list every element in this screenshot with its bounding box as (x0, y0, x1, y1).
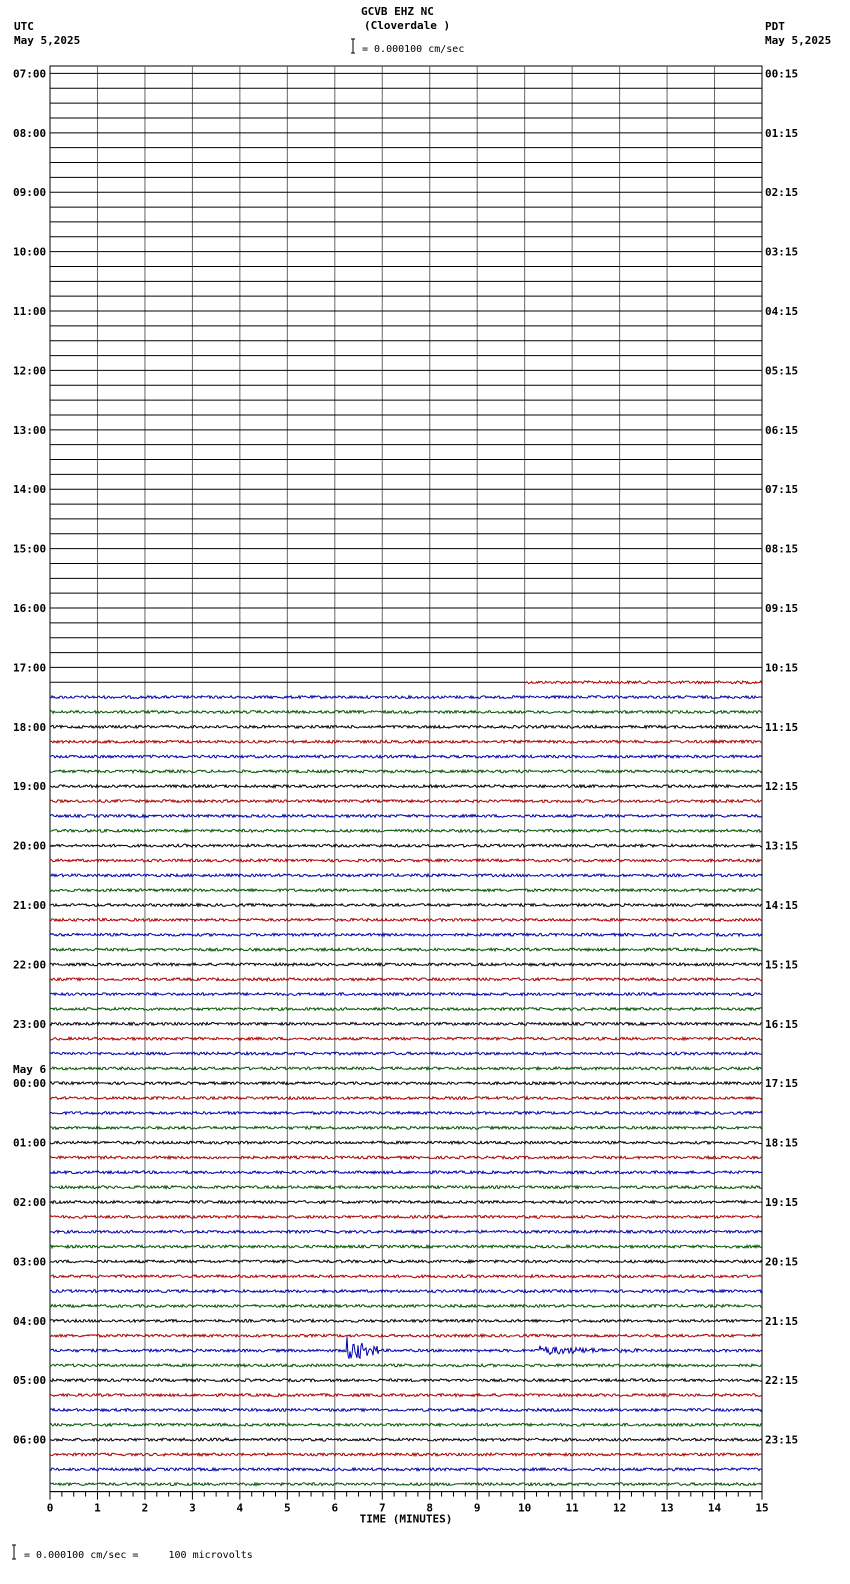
seismic-trace (50, 1037, 762, 1040)
utc-hour-label: 04:00 (13, 1314, 47, 1328)
utc-hour-label: 22:00 (13, 958, 47, 972)
pdt-hour-label: 16:15 (765, 1017, 799, 1031)
scale-text: = 0.000100 cm/sec (362, 44, 465, 55)
pdt-hour-label: 11:15 (765, 720, 799, 734)
seismic-trace (50, 963, 762, 966)
seismic-trace (50, 1171, 762, 1174)
seismic-trace (50, 993, 762, 996)
seismic-trace (50, 711, 762, 714)
pdt-hour-label: 06:15 (765, 423, 799, 437)
seismic-trace (50, 829, 762, 832)
pdt-hour-label: 00:15 (765, 67, 799, 81)
x-tick-label: 0 (46, 1501, 54, 1515)
pdt-hour-label: 20:15 (765, 1255, 799, 1269)
utc-hour-label: 02:00 (13, 1196, 47, 1210)
seismic-trace (50, 889, 762, 892)
pdt-hour-label: 10:15 (765, 661, 799, 675)
seismic-trace (50, 1290, 762, 1293)
x-axis-title: TIME (MINUTES) (359, 1512, 453, 1526)
seismic-trace (50, 1364, 762, 1367)
seismic-trace (50, 1394, 762, 1397)
seismic-trace (50, 755, 762, 758)
seismic-trace (50, 948, 762, 951)
utc-hour-label: 08:00 (13, 126, 47, 140)
utc-hour-label: 18:00 (13, 720, 47, 734)
utc-hour-label: 05:00 (13, 1374, 47, 1388)
x-tick-label: 5 (284, 1501, 291, 1515)
seismic-trace (50, 1483, 762, 1486)
pdt-hour-label: 01:15 (765, 126, 799, 140)
utc-hour-label: 13:00 (13, 423, 47, 437)
seismic-trace (50, 1468, 762, 1471)
utc-hour-label: 20:00 (13, 839, 47, 853)
seismic-trace (50, 1438, 762, 1441)
pdt-hour-label: 19:15 (765, 1196, 799, 1210)
pdt-hour-label: 15:15 (765, 958, 799, 972)
seismic-trace (50, 1022, 762, 1025)
utc-hour-label: 16:00 (13, 602, 47, 616)
seismic-trace (50, 933, 762, 936)
right-timezone: PDT (765, 20, 785, 33)
pdt-hour-label: 17:15 (765, 1077, 799, 1091)
seismic-trace (50, 1112, 762, 1115)
footer-scale-text: = 0.000100 cm/sec = 100 microvolts (24, 1550, 253, 1561)
seismic-trace (50, 1201, 762, 1204)
pdt-hour-label: 13:15 (765, 839, 799, 853)
right-date: May 5,2025 (765, 34, 832, 47)
seismic-trace (50, 874, 762, 877)
date-change-label: May 6 (13, 1063, 47, 1077)
x-tick-label: 8 (426, 1501, 434, 1515)
seismic-trace (50, 800, 762, 803)
seismic-trace (50, 1156, 762, 1159)
pdt-hour-label: 12:15 (765, 780, 799, 794)
seismic-trace (50, 725, 762, 728)
seismic-trace (50, 1082, 762, 1085)
seismic-trace (50, 1052, 762, 1055)
x-tick-label: 10 (518, 1501, 532, 1515)
station-location: (Cloverdale ) (364, 19, 451, 32)
seismic-trace (50, 696, 762, 699)
utc-hour-label: 09:00 (13, 186, 47, 200)
pdt-hour-label: 05:15 (765, 364, 799, 378)
pdt-hour-label: 03:15 (765, 245, 799, 259)
seismic-trace (50, 844, 762, 847)
station-title: GCVB EHZ NC (361, 5, 434, 18)
x-tick-label: 1 (94, 1501, 101, 1515)
pdt-hour-label: 07:15 (765, 483, 799, 497)
utc-hour-label: 12:00 (13, 364, 47, 378)
pdt-hour-label: 22:15 (765, 1374, 799, 1388)
seismic-trace (50, 1409, 762, 1412)
pdt-hour-label: 14:15 (765, 899, 799, 913)
utc-hour-label: 15:00 (13, 542, 47, 556)
seismic-trace (50, 1337, 762, 1359)
utc-hour-label: 11:00 (13, 305, 47, 319)
x-tick-label: 12 (612, 1501, 627, 1515)
pdt-hour-label: 02:15 (765, 186, 799, 200)
utc-hour-label: 00:00 (13, 1077, 47, 1091)
seismic-trace (50, 1334, 762, 1337)
utc-hour-label: 07:00 (13, 67, 47, 81)
seismic-trace (50, 1097, 762, 1100)
pdt-hour-label: 23:15 (765, 1433, 799, 1447)
seismic-trace (50, 1067, 762, 1070)
left-timezone: UTC (14, 20, 34, 33)
x-tick-label: 4 (236, 1501, 244, 1515)
pdt-hour-label: 08:15 (765, 542, 799, 556)
seismic-trace (525, 681, 762, 684)
utc-hour-label: 10:00 (13, 245, 47, 259)
pdt-hour-label: 04:15 (765, 305, 799, 319)
x-tick-label: 15 (755, 1501, 769, 1515)
seismic-trace (50, 1216, 762, 1219)
seismic-trace (50, 1126, 762, 1129)
x-tick-label: 7 (378, 1501, 386, 1515)
seismic-trace (50, 978, 762, 981)
seismic-trace (50, 1245, 762, 1248)
seismic-trace (50, 740, 762, 743)
seismic-trace (50, 1230, 762, 1233)
pdt-hour-label: 09:15 (765, 602, 799, 616)
seismic-trace (50, 919, 762, 922)
seismic-trace (50, 785, 762, 788)
plot-frame (50, 66, 762, 1492)
x-tick-label: 14 (707, 1501, 722, 1515)
seismic-trace (50, 1186, 762, 1189)
seismic-trace (50, 1319, 762, 1322)
x-tick-label: 2 (141, 1501, 149, 1515)
utc-hour-label: 06:00 (13, 1433, 47, 1447)
x-tick-label: 9 (473, 1501, 481, 1515)
utc-hour-label: 03:00 (13, 1255, 47, 1269)
seismic-trace (50, 1305, 762, 1308)
seismic-trace (50, 815, 762, 818)
utc-hour-label: 14:00 (13, 483, 47, 497)
x-tick-label: 11 (565, 1501, 579, 1515)
seismic-trace (50, 770, 762, 773)
x-tick-label: 13 (660, 1501, 674, 1515)
seismic-trace (50, 1260, 762, 1263)
utc-hour-label: 17:00 (13, 661, 47, 675)
seismic-trace (50, 1453, 762, 1456)
pdt-hour-label: 21:15 (765, 1314, 799, 1328)
utc-hour-label: 01:00 (13, 1136, 47, 1150)
seismic-trace (50, 859, 762, 862)
seismic-trace (50, 1379, 762, 1382)
x-tick-label: 3 (189, 1501, 196, 1515)
utc-hour-label: 19:00 (13, 780, 47, 794)
left-date: May 5,2025 (14, 34, 81, 47)
utc-hour-label: 23:00 (13, 1017, 47, 1031)
pdt-hour-label: 18:15 (765, 1136, 799, 1150)
utc-hour-label: 21:00 (13, 899, 47, 913)
seismic-trace (50, 1008, 762, 1011)
seismic-trace (50, 1275, 762, 1278)
seismic-trace (50, 1423, 762, 1426)
x-tick-label: 6 (331, 1501, 339, 1515)
seismic-trace (50, 904, 762, 907)
seismic-trace (50, 1141, 762, 1144)
